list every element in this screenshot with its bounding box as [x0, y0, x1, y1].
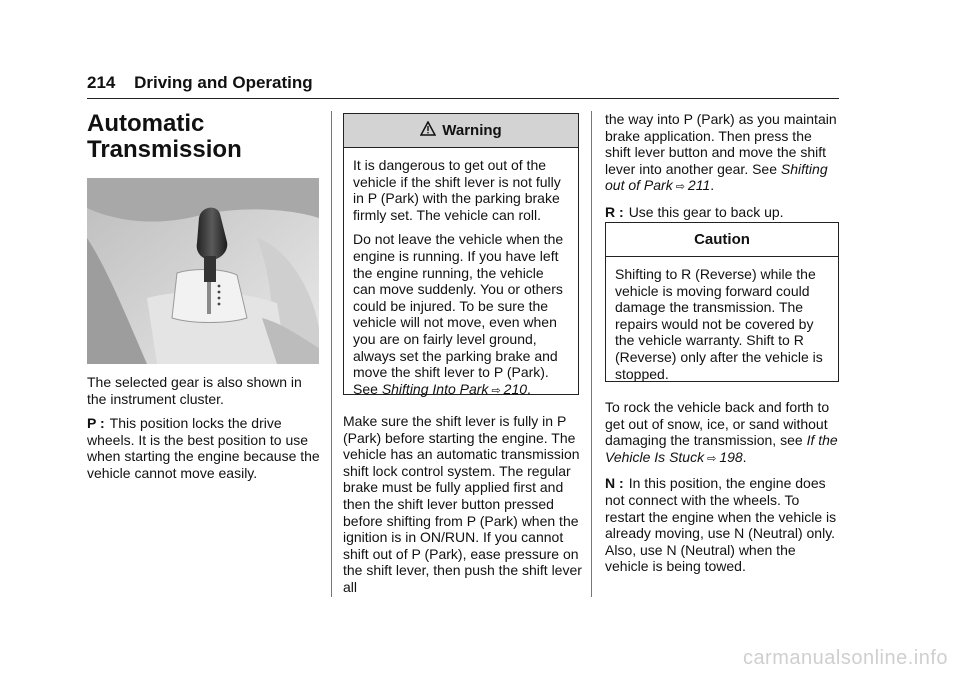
shift-lock-paragraph: Make sure the shift lever is fully in P (Park) before starting the engine. The vehicle has an automatic transmission shift lock control system. The regular brake must be fully applied first and then the shift lever button pressed before shifting from P (Park) when the ignition is in ON/RUN. If you cannot shift out of P (Park), ease pressure on the shift lever, then push the shift lever all	[343, 413, 582, 595]
warning-body	[344, 148, 578, 399]
gear-r-text: Use this gear to back up.	[628, 203, 784, 220]
gear-p-label: P	[87, 415, 97, 432]
gear-n-text: In this position, the engine does not connect with the wheels. To restart the engine when the vehicle is already moving, use N (Neutral) only. Also, use N (Neutral) when the vehicle is being towed.	[605, 475, 837, 575]
warning-title: Warning	[442, 122, 502, 139]
warning-ref-link[interactable]: Shifting Into Park	[381, 380, 489, 397]
column-1-text	[87, 374, 323, 490]
watermark: carmanualsonline.info	[742, 647, 948, 669]
gear-r-colon: :	[619, 203, 624, 220]
gear-p-text: This position locks the drive wheels. It is the best position to use when starting the engine because the vehicle cannot move easily.	[87, 415, 320, 481]
shift-cont-text: the way into P (Park) as you maintain brake application. Then press the shift lever button and move the shift lever into another gear. See	[605, 111, 837, 177]
page-heading: Automatic Transmission	[87, 110, 242, 163]
gear-p-paragraph	[87, 415, 323, 481]
page-header	[87, 73, 313, 93]
caution-box	[605, 222, 839, 382]
rock-vehicle-paragraph	[605, 399, 841, 467]
page-ref-arrow-icon: ⇨	[707, 452, 717, 465]
vehicle-stuck-page[interactable]: 198	[719, 448, 743, 465]
column-divider-1	[331, 111, 332, 597]
page-ref-arrow-icon: ⇨	[491, 384, 501, 397]
shift-lever-illustration	[87, 178, 319, 364]
gear-r-paragraph	[605, 204, 841, 221]
section-title: Driving and Operating	[134, 73, 313, 92]
column-divider-2	[591, 111, 592, 597]
caution-text: Shifting to R (Reverse) while the vehicle is moving forward could damage the transmission. The repairs would not be covered by the vehicle warranty. Shift to R (Reverse) only after the vehicle is stopped.	[615, 266, 823, 382]
gear-p-colon: :	[99, 415, 105, 432]
warning-ref-page[interactable]: 210	[503, 380, 528, 397]
column-3-top	[605, 111, 841, 229]
rock-text: To rock the vehicle back and forth to get out of snow, ice, or sand without damaging the transmission, see	[605, 399, 830, 449]
shifting-out-of-park-page[interactable]: 211	[687, 177, 711, 194]
gear-r-label: R	[605, 203, 616, 220]
rock-period: .	[742, 448, 747, 465]
shift-continuation-paragraph	[605, 111, 841, 196]
page-ref-arrow-icon: ⇨	[675, 181, 685, 194]
shift-lever-icon	[87, 178, 319, 364]
warning-box	[343, 113, 579, 395]
warning-triangle-icon	[420, 115, 436, 148]
header-rule	[87, 98, 839, 99]
caution-body	[606, 257, 838, 382]
warning-paragraph-2	[353, 231, 569, 399]
shifting-out-of-park-link[interactable]: Shifting out of Park	[605, 160, 828, 194]
caution-title: Caution	[606, 223, 838, 257]
column-2-text	[343, 413, 583, 604]
warning-paragraph-1: It is dangerous to get out of the vehicle if the shift lever is not fully in P (Park) with the parking brake firmly set. The vehicle can roll.	[353, 157, 561, 223]
vehicle-stuck-link[interactable]: If the Vehicle Is Stuck	[605, 432, 838, 465]
gear-n-paragraph	[605, 475, 841, 575]
gear-n-colon: :	[619, 475, 624, 492]
warning-p2-text: Do not leave the vehicle when the engine is running. If you have left the engine running, the vehicle can move suddenly. You or others could be injured. To be sure the vehicle will not move, even when you are on fairly level ground, always set the parking brake and move the shift lever to P (Park). See	[353, 231, 564, 397]
cont-period: .	[710, 177, 715, 194]
warning-header	[344, 114, 578, 148]
gear-n-label: N	[605, 475, 616, 492]
column-3-bottom	[605, 399, 841, 583]
warning-period: .	[527, 380, 531, 397]
caption: The selected gear is also shown in the instrument cluster.	[87, 374, 302, 407]
page-number: 214	[87, 73, 116, 92]
